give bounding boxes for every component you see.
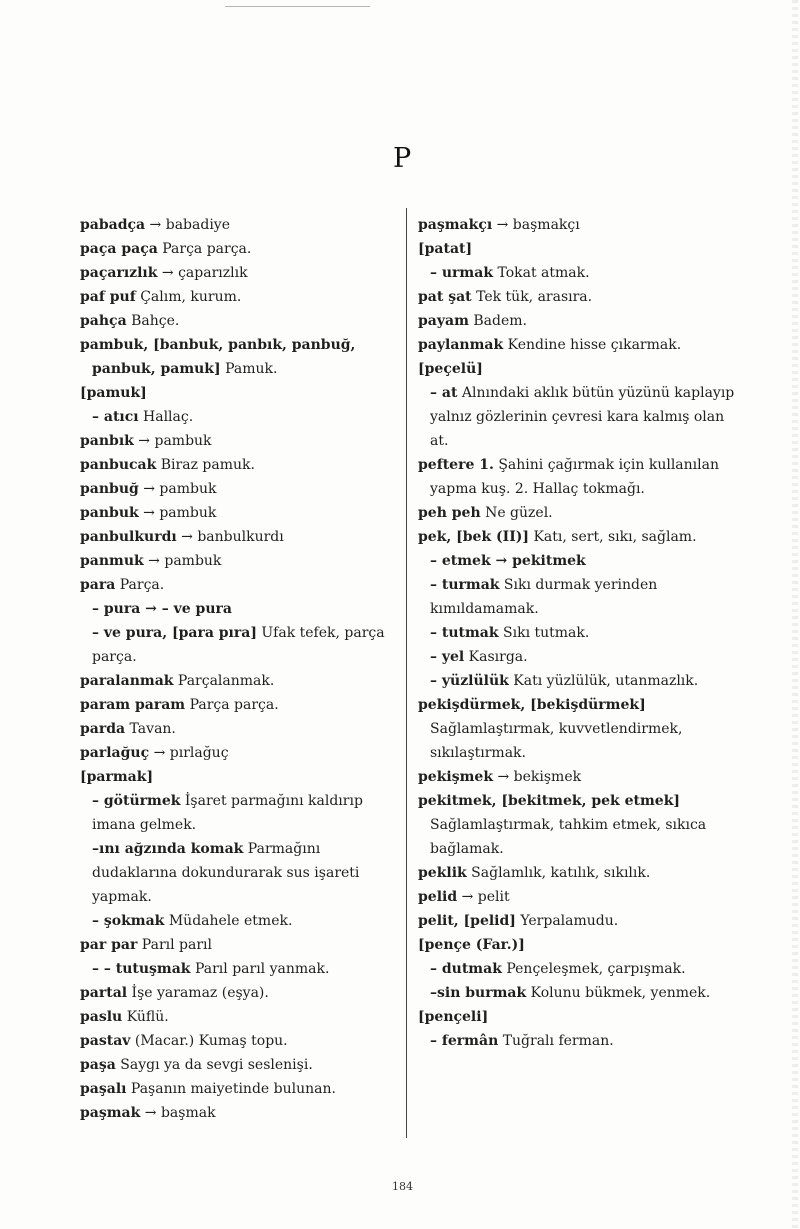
dictionary-entry <box>80 693 404 717</box>
entry-definition: → pambuk <box>138 505 217 521</box>
entry-headword: panbuk <box>80 505 139 521</box>
entry-definition: Biraz pamuk. <box>156 457 255 473</box>
entry-headword: para <box>80 577 116 593</box>
dictionary-entry <box>80 549 404 573</box>
entry-definition: Müdahele etmek. <box>164 913 293 929</box>
dictionary-entry <box>418 621 744 645</box>
dictionary-entry <box>80 453 404 477</box>
dictionary-entry <box>418 765 744 789</box>
entry-definition: Ne güzel. <box>480 505 553 521</box>
dictionary-entry <box>80 405 404 429</box>
dictionary-entry <box>80 957 404 981</box>
entry-definition: Küflü. <box>122 1009 169 1025</box>
entry-headword: peklik <box>418 865 467 881</box>
entry-definition: Pençeleşmek, çarpışmak. <box>501 961 686 977</box>
dictionary-entry <box>80 525 404 549</box>
entry-definition: → pelit <box>457 889 510 905</box>
entry-definition: → banbulkurdı <box>176 529 284 545</box>
entry-headword: panbuğ <box>80 481 139 497</box>
dictionary-entry <box>418 573 744 621</box>
entry-definition: Kasırga. <box>464 649 528 665</box>
page-edge-texture <box>792 0 798 1229</box>
entry-definition: Paşanın maiyetinde bulunan. <box>126 1081 336 1097</box>
entry-definition: → pambuk <box>133 433 212 449</box>
dictionary-entry <box>418 237 744 261</box>
entry-headword: –ını ağzında komak <box>92 841 244 857</box>
dictionary-entry <box>80 1029 404 1053</box>
dictionary-entry <box>80 669 404 693</box>
dictionary-entry <box>80 621 404 669</box>
dictionary-entry <box>418 789 744 861</box>
dictionary-entry <box>80 597 404 621</box>
entry-headword: pek, [bek (II)] <box>418 529 530 545</box>
dictionary-entry <box>418 981 744 1005</box>
dictionary-entry <box>80 501 404 525</box>
dictionary-entry <box>418 1005 744 1029</box>
entry-headword: paralanmak <box>80 673 174 689</box>
entry-headword: – pura → – ve pura <box>92 601 232 617</box>
entry-headword: [parmak] <box>80 769 154 785</box>
dictionary-entry <box>80 717 404 741</box>
entry-definition: Sağlamlık, katılık, sıkılık. <box>466 865 651 881</box>
dictionary-entry <box>80 741 404 765</box>
dictionary-entry <box>80 1101 404 1125</box>
dictionary-entry <box>80 933 404 957</box>
entry-headword: paşmak <box>80 1105 141 1121</box>
entry-headword: pambuk, [banbuk, panbık, panbuğ, panbuk, pamuk] <box>80 337 356 377</box>
entry-definition: → babadiye <box>145 217 230 233</box>
entry-headword: payam <box>418 313 469 329</box>
entry-headword: pekişdürmek, [bekişdürmek] <box>418 697 646 713</box>
entry-headword: panbık <box>80 433 134 449</box>
entry-headword: paşalı <box>80 1081 127 1097</box>
entry-headword: peftere 1. <box>418 457 494 473</box>
entry-headword: [pamuk] <box>80 385 147 401</box>
dictionary-entry <box>80 789 404 837</box>
entry-definition: → bekişmek <box>493 769 582 785</box>
entry-definition: Sağlamlaştırmak, kuvvetlendirmek, sıkılaştırmak. <box>430 721 683 761</box>
entry-headword: pat şat <box>418 289 472 305</box>
entry-headword: – fermân <box>430 1033 499 1049</box>
entry-headword: pabadça <box>80 217 146 233</box>
entry-definition: Parıl parıl <box>137 937 213 953</box>
entry-headword: [pençeli] <box>418 1009 489 1025</box>
dictionary-entry <box>80 429 404 453</box>
dictionary-entry <box>80 381 404 405</box>
entry-headword: – etmek → pekitmek <box>430 553 586 569</box>
entry-definition: Parçalanmak. <box>173 673 275 689</box>
entry-definition: → pambuk <box>138 481 217 497</box>
entry-headword: [peçelü] <box>418 361 483 377</box>
entry-headword: – ve pura, [para pıra] <box>92 625 257 641</box>
dictionary-entry <box>418 261 744 285</box>
dictionary-entry <box>418 213 744 237</box>
entry-headword: panbulkurdı <box>80 529 177 545</box>
dictionary-entry <box>418 909 744 933</box>
entry-definition: → başmak <box>140 1105 216 1121</box>
entry-headword: [patat] <box>418 241 473 257</box>
dictionary-entry <box>418 669 744 693</box>
dictionary-entry <box>80 309 404 333</box>
entry-headword: – dutmak <box>430 961 502 977</box>
entry-headword: – tutmak <box>430 625 499 641</box>
dictionary-entry <box>80 237 404 261</box>
entry-definition: Ufak tefek, parça parça. <box>92 625 385 665</box>
entry-headword: pastav <box>80 1033 131 1049</box>
dictionary-entry <box>418 957 744 981</box>
entry-definition: Parıl parıl yanmak. <box>190 961 330 977</box>
dictionary-entry <box>80 333 404 381</box>
entry-headword: paşa <box>80 1057 116 1073</box>
entry-headword: partal <box>80 985 128 1001</box>
dictionary-entry <box>418 861 744 885</box>
entry-definition: Parça parça. <box>185 697 279 713</box>
entry-headword: – şokmak <box>92 913 165 929</box>
entry-definition: → pırlağuç <box>149 745 229 761</box>
entry-definition: Sıkı tutmak. <box>498 625 590 641</box>
entry-headword: – yel <box>430 649 465 665</box>
entry-definition: Parmağını dudaklarına dokundurarak sus işareti yapmak. <box>92 841 360 905</box>
entry-definition: Yerpalamudu. <box>515 913 619 929</box>
entry-headword: – turmak <box>430 577 500 593</box>
entry-definition: Badem. <box>468 313 527 329</box>
dictionary-entry <box>418 1029 744 1053</box>
dictionary-entry <box>80 765 404 789</box>
entry-headword: panmuk <box>80 553 144 569</box>
entry-headword: – at <box>430 385 458 401</box>
entry-definition: İşe yaramaz (eşya). <box>127 985 269 1001</box>
entry-headword: parlağuç <box>80 745 150 761</box>
entry-definition: Tokat atmak. <box>493 265 590 281</box>
entry-definition: Tuğralı ferman. <box>498 1033 614 1049</box>
dictionary-entry <box>418 285 744 309</box>
entry-headword: paf puf <box>80 289 136 305</box>
entry-headword: pekişmek <box>418 769 494 785</box>
entry-definition: Bahçe. <box>126 313 180 329</box>
dictionary-entry <box>418 309 744 333</box>
entry-definition: Katı yüzlülük, utanmazlık. <box>508 673 699 689</box>
entry-headword: – yüzlülük <box>430 673 509 689</box>
entry-headword: – urmak <box>430 265 494 281</box>
entry-headword: param param <box>80 697 186 713</box>
entry-definition: Parça parça. <box>157 241 252 257</box>
entry-headword: paslu <box>80 1009 123 1025</box>
entry-headword: pahça <box>80 313 127 329</box>
entry-definition: Kendine hisse çıkarmak. <box>503 337 682 353</box>
entry-definition: Tavan. <box>125 721 176 737</box>
dictionary-entry <box>80 981 404 1005</box>
entry-definition: → başmakçı <box>492 217 580 233</box>
entry-headword: par par <box>80 937 138 953</box>
entry-headword: peh peh <box>418 505 481 521</box>
entry-definition: Parça. <box>115 577 165 593</box>
entry-headword: pekitmek, [bekitmek, pek etmek] <box>418 793 681 809</box>
dictionary-entry <box>80 909 404 933</box>
dictionary-entry <box>418 453 744 501</box>
entry-headword: pelit, [pelid] <box>418 913 516 929</box>
entry-definition: Sağlamlaştırmak, tahkim etmek, sıkıca bağlamak. <box>430 817 707 857</box>
right-column <box>418 213 744 1053</box>
entry-headword: paça paça <box>80 241 158 257</box>
dictionary-entry <box>80 261 404 285</box>
dictionary-entry <box>418 549 744 573</box>
dictionary-entry <box>80 1053 404 1077</box>
dictionary-entry <box>80 285 404 309</box>
entry-headword: – – tutuşmak <box>92 961 191 977</box>
entry-headword: parda <box>80 721 126 737</box>
entry-definition: Çalım, kurum. <box>135 289 242 305</box>
dictionary-entry <box>418 357 744 381</box>
entry-definition: Kolunu bükmek, yenmek. <box>526 985 711 1001</box>
entry-headword: –sin burmak <box>430 985 527 1001</box>
page-number: 184 <box>392 1180 413 1193</box>
dictionary-entry <box>80 573 404 597</box>
left-column <box>80 213 404 1125</box>
entry-definition: → pambuk <box>143 553 222 569</box>
entry-headword: – atıcı <box>92 409 139 425</box>
dictionary-entry <box>80 213 404 237</box>
entry-definition: İşaret parmağını kaldırıp imana gelmek. <box>92 793 363 833</box>
entry-definition: (Macar.) Kumaş topu. <box>130 1033 288 1049</box>
entry-headword: paçarızlık <box>80 265 158 281</box>
column-divider <box>406 208 407 1138</box>
entry-definition: Sıkı durmak yerinden kımıldamamak. <box>430 577 658 617</box>
entry-definition: Katı, sert, sıkı, sağlam. <box>529 529 697 545</box>
top-scan-rule <box>225 6 370 7</box>
dictionary-entry <box>418 333 744 357</box>
entry-headword: – götürmek <box>92 793 181 809</box>
entry-definition: → çaparızlık <box>157 265 248 281</box>
dictionary-entry <box>418 693 744 765</box>
entry-definition: Hallaç. <box>138 409 194 425</box>
dictionary-entry <box>418 525 744 549</box>
entry-definition: Tek tük, arasıra. <box>471 289 593 305</box>
dictionary-entry <box>80 1077 404 1101</box>
entry-definition: Saygı ya da sevgi seslenişi. <box>115 1057 313 1073</box>
entry-headword: [pençe (Far.)] <box>418 937 525 953</box>
entry-definition: Pamuk. <box>220 361 278 377</box>
dictionary-entry <box>418 885 744 909</box>
dictionary-entry <box>80 477 404 501</box>
entry-headword: paşmakçı <box>418 217 493 233</box>
dictionary-entry <box>418 381 744 453</box>
entry-headword: panbucak <box>80 457 157 473</box>
dictionary-entry <box>418 645 744 669</box>
dictionary-entry <box>80 837 404 909</box>
section-letter: P <box>393 143 412 174</box>
entry-headword: pelid <box>418 889 458 905</box>
dictionary-entry <box>80 1005 404 1029</box>
entry-definition: Alnındaki aklık bütün yüzünü kaplayıp yalnız gözlerinin çevresi kara kalmış olan at. <box>430 385 735 449</box>
dictionary-entry <box>418 501 744 525</box>
entry-definition: Şahini çağırmak için kullanılan yapma kuş. 2. Hallaç tokmağı. <box>430 457 719 497</box>
dictionary-entry <box>418 933 744 957</box>
entry-headword: paylanmak <box>418 337 504 353</box>
